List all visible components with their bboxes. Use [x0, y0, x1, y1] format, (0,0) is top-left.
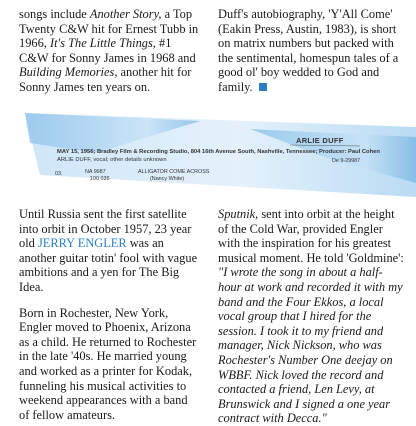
end-of-article-icon [259, 83, 267, 91]
banner-track-index: 03. [55, 171, 63, 177]
banner-matrix-number: NA 9987 [85, 169, 106, 175]
text-run: Until Russia sent the first satellite into orbit in October 1957, 23 year old [19, 207, 192, 251]
song-title-sputnik: Sputnik, [218, 207, 259, 221]
text-run: sent into orbit at the height of the Cold War, provided Engler with the inspiration for his greatest musical moment. He told 'Goldmine': [218, 207, 404, 265]
paragraph-biography: Born in Rochester, New York, Engler moved to Phoenix, Arizona as a child. He returned to Rochester in the late '40s. He married young and worked as a printer for Kodak, funneling his musical activities to weekend appearances with a band of fellow amateurs. [19, 305, 197, 422]
paragraph-song-list [19, 7, 199, 95]
song-title-building-memories: Building Memories, [19, 65, 118, 80]
text-column-left-bottom [19, 207, 199, 422]
text-column-left-top [19, 7, 199, 95]
banner-song-title: ALLIGATOR COME ACROSS [138, 169, 210, 175]
paragraph-autobiography [218, 7, 404, 95]
paragraph-sputnik-intro [19, 207, 199, 295]
banner-label-number: De 9-29987 [332, 158, 361, 164]
text-run: #1 C&W for Sonny James in 1968 and [19, 36, 196, 65]
banner-artist-name: ARLIE DUFF [296, 136, 344, 145]
text-run: another hit for Sonny James ten years on. [19, 65, 192, 94]
banner-take-number: 100 035 [90, 176, 110, 182]
banner-session-details: MAY 15, 1956; Bradley Film & Recording Studio, 804 16th Avenue South, Nashville, Tennessee; Producer: Paul Cohen [57, 149, 380, 155]
artist-name-highlight: JERRY ENGLER [37, 236, 127, 251]
text-column-right-top [218, 7, 404, 95]
text-run: songs include [19, 7, 90, 21]
goldmine-quote: "I wrote the song in about a half-hour at work and recorded it with my band and the Four Ekkos, a local vocal group that I hired for the session. I took it to my friend and manager, Nick Nickson, who was Rochester's Number One deejay on WBBF. Nick loved the record and contacted a friend, Len Levy, at Brunswick and I signed a one year contract with Decca." [218, 265, 403, 426]
text-run: Duff's autobiography, 'Y'All Come' (Eakin Press, Austin, 1983), is short on matrix numbers but packed with the sentimental, homespun tales of a good ol' boy wedded to God and family. [218, 7, 399, 94]
paragraph-quote [218, 207, 404, 426]
banner-credit-line: ARLIE DUFF, vocal; other details unknown [57, 157, 167, 163]
text-run: a Top Twenty C&W hit for Ernest Tubb in 1966, [19, 7, 199, 51]
text-run: was an another guitar totin' fool with vague ambitions and a yen for The Big Idea. [19, 236, 198, 294]
banner-song-writer: (Nancy White) [150, 176, 185, 182]
session-banner [0, 113, 416, 197]
song-title-little-things: It's The Little Things, [49, 36, 156, 51]
banner-background [0, 113, 416, 197]
text-column-right-bottom [218, 207, 404, 426]
song-title-another-story: Another Story, [89, 7, 162, 21]
